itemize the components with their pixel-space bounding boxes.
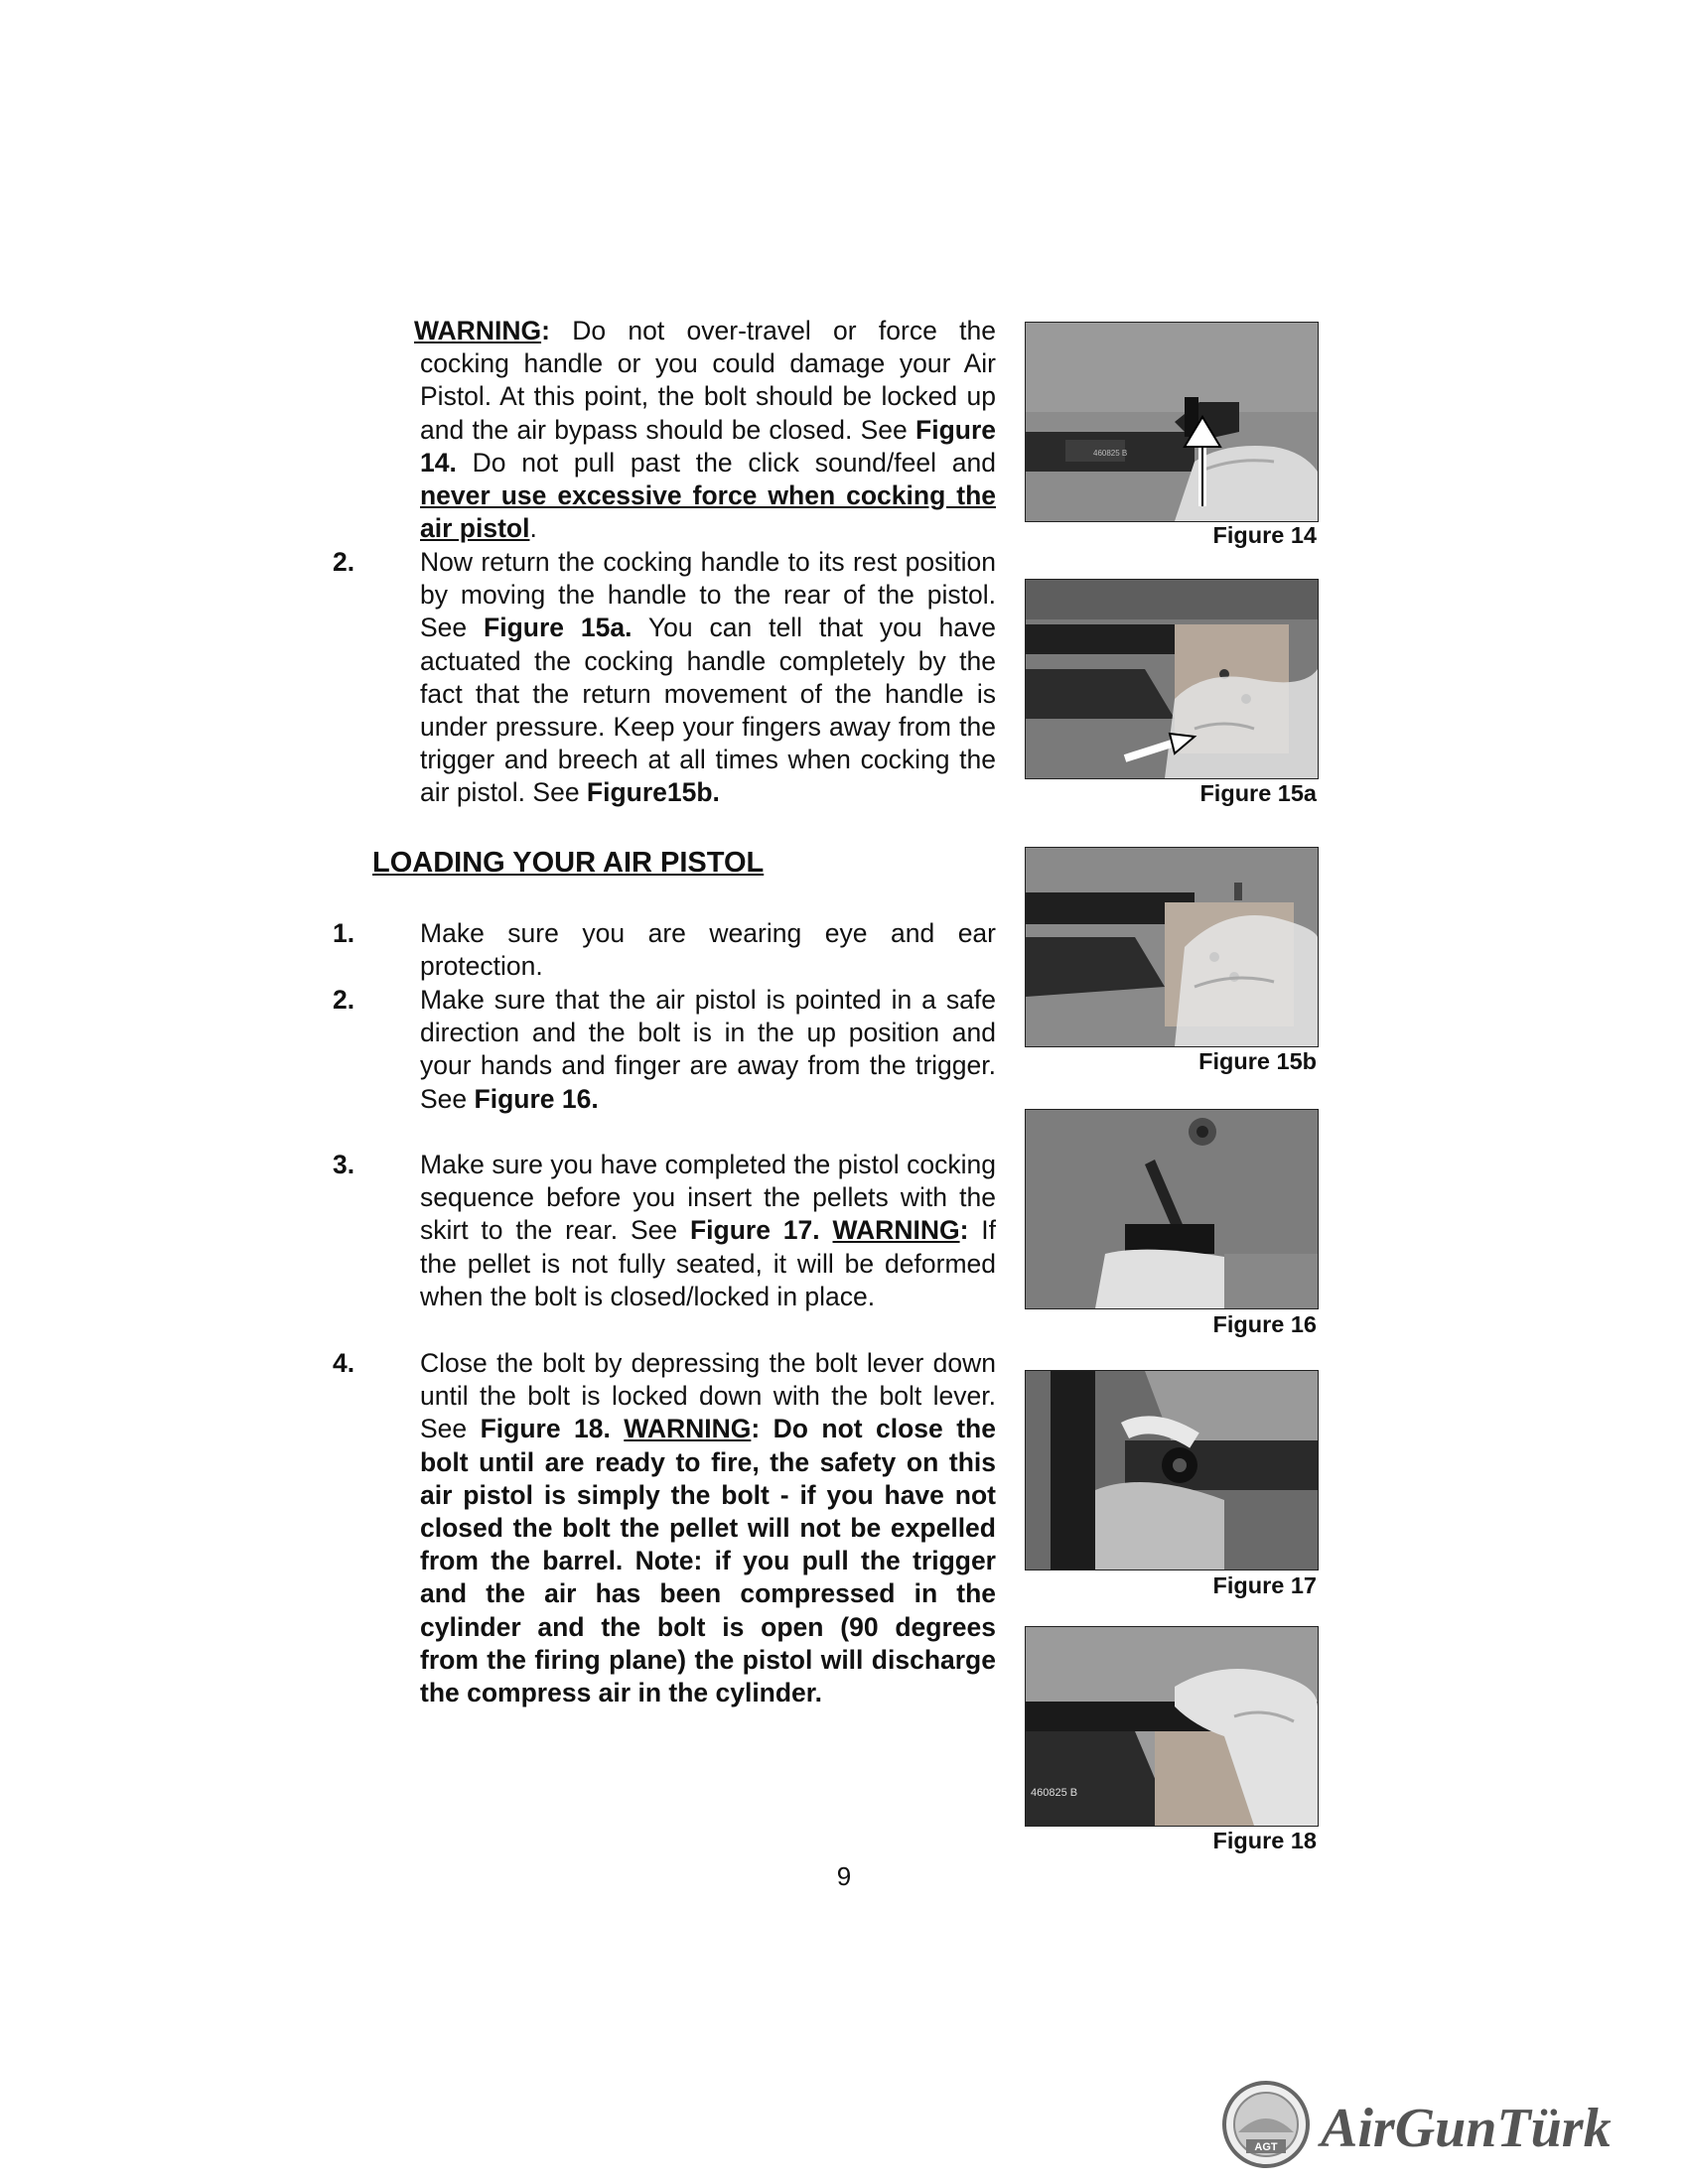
- figure-18-caption: Figure 18: [1212, 1828, 1317, 1853]
- figure-14-caption: Figure 14: [1212, 522, 1317, 548]
- section-heading: LOADING YOUR AIR PISTOL: [372, 847, 765, 879]
- figure-ref: Figure 14.: [420, 414, 996, 478]
- figure-15b-caption: Figure 15b: [1198, 1048, 1317, 1074]
- figure-18-image: [1025, 1626, 1319, 1827]
- step-text: Make sure you are wearing eye and ear protection.: [420, 918, 996, 982]
- loading-step-4: [333, 1347, 996, 1709]
- step-number: 4.: [333, 1348, 355, 1378]
- figure-14-image: [1025, 322, 1319, 522]
- loading-step-1: [333, 917, 996, 983]
- warning-paragraph: WARNING: Do not over-travel or force the cocking handle or you could damage your Air Pistol. At this point, the bolt should be locked up and the air bypass should be closed. See Figure 14. Do not pull past the click sound/feel and never use excessive force when cocking the air pistol.: [414, 316, 996, 544]
- step-number: 3.: [333, 1150, 355, 1179]
- loading-step-2: [333, 984, 996, 1116]
- step-number: 2.: [333, 985, 355, 1015]
- loading-step-3: 3. Make sure you have completed the pistol cocking sequence before you insert the pellets with the skirt to the rear. See Figure 17. WARNING: If the pellet is not fully seated, it will be deformed when the bolt is closed/locked in place.: [333, 1150, 996, 1311]
- figure-ref: Figure 15a.: [484, 613, 633, 643]
- figure-ref: Figure15b.: [586, 777, 720, 808]
- page-number: 9: [836, 1861, 852, 1891]
- warning-label: WARNING: [832, 1215, 960, 1246]
- serial-text: 460825 B: [1093, 449, 1128, 458]
- step-text: Make sure you have completed the pistol cocking sequence before you insert the pellets with the skirt to the rear. See: [420, 1150, 996, 1246]
- warning-emphasis: never use excessive force when cocking the air pistol: [420, 480, 996, 544]
- serial-text: 460825 B: [1031, 1787, 1078, 1799]
- figure-16-caption: Figure 16: [1212, 1311, 1317, 1337]
- badge-text: AGT: [1254, 2141, 1278, 2153]
- step-text: Make sure that the air pistol is pointed in a safe direction and the bolt is in the up position and your hands and finger are away from the trigger. See: [420, 985, 996, 1114]
- figure-16-image: [1025, 1109, 1319, 1309]
- warning-label: WARNING: [624, 1414, 752, 1444]
- watermark-logo: [1216, 2075, 1683, 2174]
- figure-15a-caption: Figure 15a: [1199, 780, 1317, 806]
- watermark-text: AirGunTürk: [1321, 2098, 1612, 2159]
- figure-ref: Figure 16.: [474, 1083, 599, 1114]
- step-number: 2.: [333, 547, 355, 577]
- figure-15a-image: [1025, 579, 1319, 779]
- step-number: 1.: [333, 918, 355, 948]
- step-text: Close the bolt by depressing the bolt lever down until the bolt is locked down with the bolt lever. See: [420, 1348, 996, 1444]
- step-text: Now return the cocking handle to its rest position by moving the handle to the rear of the pistol. See: [420, 547, 996, 643]
- figure-17-caption: Figure 17: [1212, 1572, 1317, 1598]
- figure-ref: Figure 17.: [689, 1215, 820, 1246]
- warning-text: : Do not close the bolt until are ready to fire, the safety on this air pistol is simply the bolt - if you have not closed the bolt the pellet will not be expelled from the barrel. Note: if you pull the trigger and the air has been compressed in the cylinder and the bolt is open (90 degrees from the firing plane) the pistol will discharge the compress air in the cylinder.: [420, 1414, 996, 1708]
- warning-text: Do not over-travel or force the cocking handle or you could damage your Air Pistol. At this point, the bolt should be locked up and the air bypass should be closed. See: [420, 316, 996, 445]
- figure-15b-image: [1025, 847, 1319, 1047]
- figure-ref: Figure 18.: [480, 1414, 611, 1444]
- cocking-step-2: 2. Now return the cocking handle to its rest position by moving the handle to the rear of the pistol. See Figure 15a. You can tell that you have actuated the cocking handle completely by the fact that the return movement of the handle is under pressure. Keep your fingers away from the trigger and breech at all times when cocking the air pistol. See Figure15b.: [333, 547, 996, 808]
- figure-17-image: [1025, 1370, 1319, 1570]
- warning-label: WARNING: [414, 316, 542, 345]
